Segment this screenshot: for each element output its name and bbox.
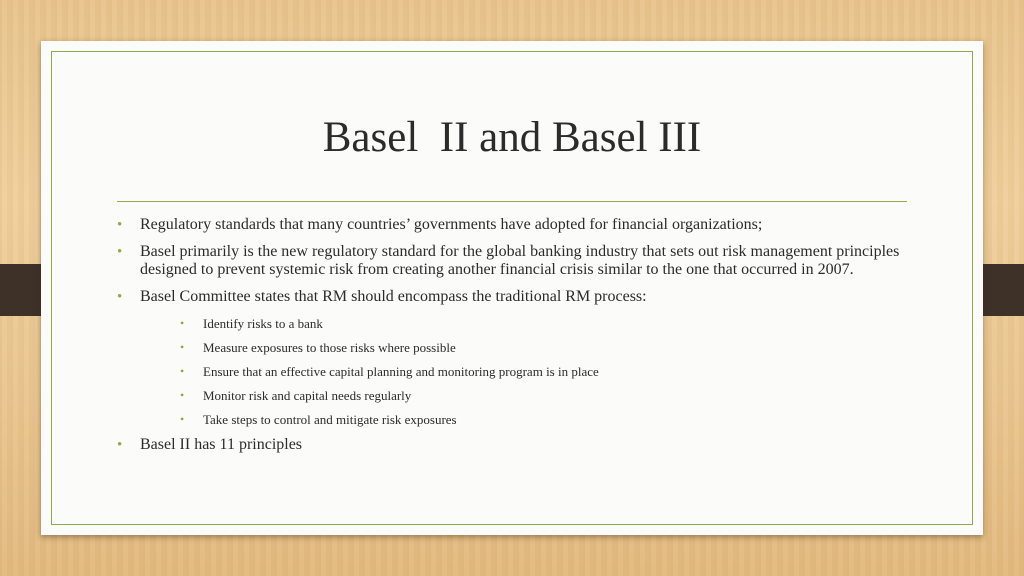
sub-bullet-icon: • <box>180 364 185 378</box>
bullet-icon: • <box>117 437 123 453</box>
slide-content <box>116 216 916 463</box>
bullet-icon: • <box>117 289 123 305</box>
bullet-item <box>116 243 916 279</box>
sub-bullet-icon: • <box>180 412 185 426</box>
sub-bullet-item <box>140 340 916 355</box>
sub-bullet-text: Ensure that an effective capital planning and monitoring program is in place <box>203 364 599 379</box>
bullet-item <box>116 436 916 454</box>
bullet-item <box>116 216 916 234</box>
bullet-text: Basel II has 11 principles <box>140 436 303 453</box>
sub-bullet-text: Identify risks to a bank <box>203 316 323 331</box>
sub-bullet-icon: • <box>180 340 185 354</box>
sub-bullet-icon: • <box>180 316 185 330</box>
bullet-text: Basel primarily is the new regulatory standard for the global banking industry that sets out risk management principles designed to prevent systemic risk from creating another financial crisis similar to the one that occurred in 2007. <box>140 243 900 278</box>
sub-bullet-icon: • <box>180 388 185 402</box>
sub-bullet-list <box>140 316 916 427</box>
bullet-icon: • <box>117 244 123 260</box>
sub-bullet-text: Monitor risk and capital needs regularly <box>203 388 412 403</box>
bullet-text: Basel Committee states that RM should encompass the traditional RM process: <box>140 288 647 305</box>
bullet-text: Regulatory standards that many countries’ governments have adopted for financial organizations; <box>140 216 763 233</box>
bullet-item <box>116 288 916 427</box>
sub-bullet-text: Take steps to control and mitigate risk exposures <box>203 412 457 427</box>
sub-bullet-text: Measure exposures to those risks where possible <box>203 340 456 355</box>
sub-bullet-item <box>140 316 916 331</box>
title-divider <box>117 201 907 202</box>
bullet-list <box>116 216 916 454</box>
sub-bullet-item <box>140 364 916 379</box>
bullet-icon: • <box>117 217 123 233</box>
sub-bullet-item <box>140 388 916 403</box>
sub-bullet-item <box>140 412 916 427</box>
slide-paper <box>41 41 983 535</box>
slide-title: Basel II and Basel III <box>322 114 702 161</box>
